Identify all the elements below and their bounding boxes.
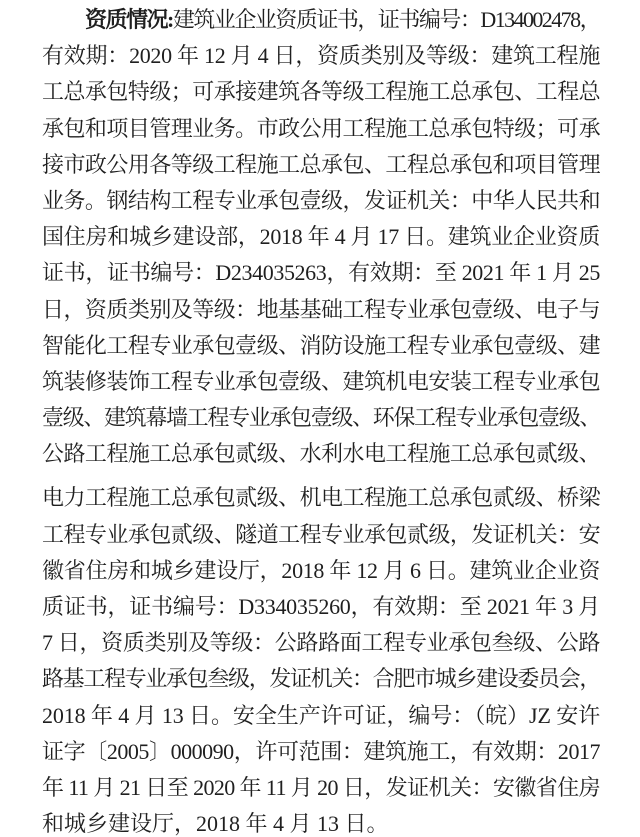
text-line: 有效期：2020 年 12 月 4 日，资质类别及等级：建筑工程施 xyxy=(42,43,600,69)
text-line: 年 11 月 21 日至 2020 年 11 月 20 日，发证机关：安徽省住房 xyxy=(42,774,600,800)
document-body xyxy=(42,2,600,837)
text-line: 公路工程施工总承包贰级、水利水电工程施工总承包贰级、 xyxy=(42,441,600,467)
text-line: 资质情况:建筑业企业资质证书，证书编号：D134002478， xyxy=(85,7,600,32)
text-line: 电力工程施工总承包贰级、机电工程施工总承包贰级、桥梁 xyxy=(42,485,600,511)
text-line: 接市政公用各等级工程施工总承包、工程总承包和项目管理 xyxy=(42,151,600,177)
text-line: 和城乡建设厅，2018 年 4 月 13 日。 xyxy=(42,811,389,837)
text-line: 壹级、建筑幕墙工程专业承包壹级、环保工程专业承包壹级、 xyxy=(42,405,600,431)
text-line: 证书，证书编号：D234035263，有效期：至 2021 年 1 月 25 xyxy=(42,260,600,286)
paragraph xyxy=(42,2,600,472)
text-line: 智能化工程专业承包壹级、消防设施工程专业承包壹级、建 xyxy=(42,332,600,358)
text-line: 2018 年 4 月 13 日。安全生产许可证，编号：（皖）JZ 安许 xyxy=(42,702,600,728)
text-line: 路基工程专业承包叁级，发证机关：合肥市城乡建设委员会， xyxy=(42,666,600,692)
text-line: 承包和项目管理业务。市政公用工程施工总承包特级；可承 xyxy=(42,115,600,141)
text-line: 7 日，资质类别及等级：公路路面工程专业承包叁级、公路 xyxy=(42,630,600,656)
text-line: 质证书，证书编号：D334035260，有效期：至 2021 年 3 月 xyxy=(42,594,600,619)
text-line: 工程专业承包贰级、隧道工程专业承包贰级，发证机关：安 xyxy=(42,521,600,547)
text-line: 业务。钢结构工程专业承包壹级，发证机关：中华人民共和 xyxy=(42,187,600,213)
text-line: 证字〔2005〕000090，许可范围：建筑施工，有效期：2017 xyxy=(42,738,600,764)
text-line: 筑装修装饰工程专业承包壹级、建筑机电安装工程专业承包 xyxy=(42,368,600,394)
paragraph xyxy=(42,480,600,837)
text-line: 日，资质类别及等级：地基基础工程专业承包壹级、电子与 xyxy=(42,296,600,322)
paragraph-label: 资质情况: xyxy=(85,7,173,32)
text-line: 国住房和城乡建设部，2018 年 4 月 17 日。建筑业企业资质 xyxy=(42,224,600,250)
text-line: 工总承包特级；可承接建筑各等级工程施工总承包、工程总 xyxy=(42,79,600,105)
text-line: 徽省住房和城乡建设厅，2018 年 12 月 6 日。建筑业企业资 xyxy=(42,557,600,583)
